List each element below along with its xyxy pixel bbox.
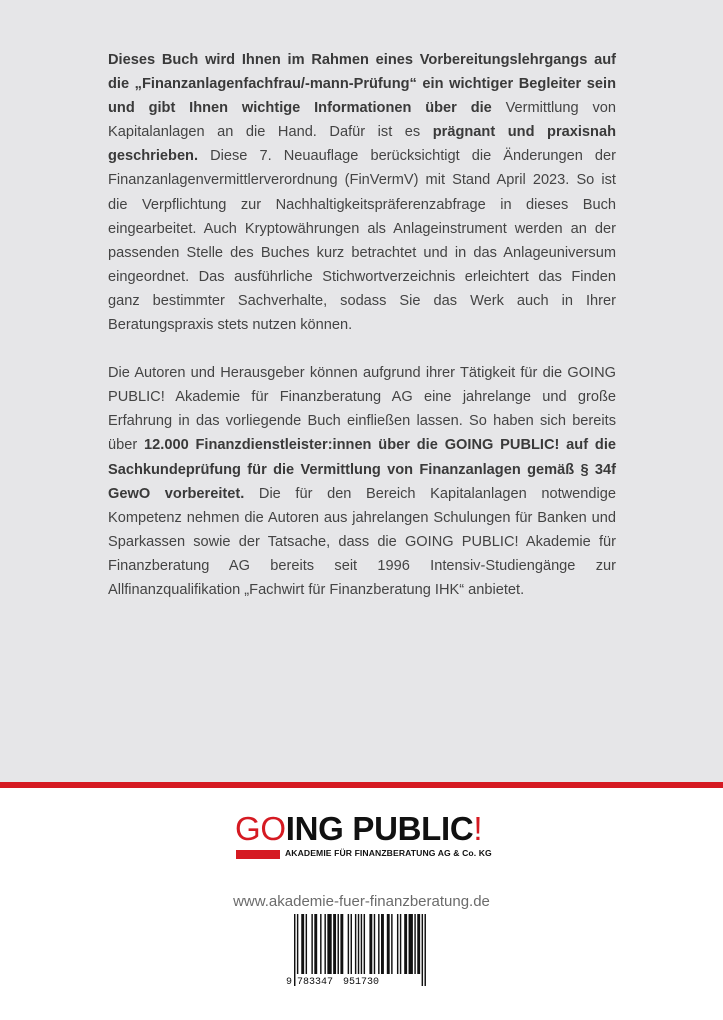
- barcode-bar: [387, 914, 390, 974]
- blurb-p2-bold-1: 12.000 Finanzdienstleister:innen über die GOING PUBLIC! auf die Sachkundeprüfung für die Vermittlung von Finanzanlagen gemäß § 34f GewO vorbereitet.: [108, 437, 616, 502]
- blurb-p1-bold-2: prägnant und praxisnah geschrieben.: [108, 124, 616, 165]
- going-public-logo: [235, 812, 505, 860]
- barcode-bar: [422, 914, 423, 986]
- logo-red-bar: [236, 850, 280, 859]
- barcode-bar: [391, 914, 392, 974]
- logo-wordmark: [235, 812, 482, 846]
- blurb-p1-bold-1: Dieses Buch wird Ihnen im Rahmen eines Vorbereitungslehrgangs auf die „Finanzanlagenfachfrau/-mann-Prüfung“ ein wichtiger Begleiter sein und gibt Ihnen wichtige Informationen über die: [108, 52, 616, 117]
- website-url: www.akademie-fuer-finanzberatung.de: [233, 893, 490, 910]
- logo-subtitle: AKADEMIE FÜR FINANZBERATUNG AG & Co. KG: [285, 848, 492, 858]
- barcode-group-right: 951730: [343, 977, 380, 988]
- barcode-group-left: 783347: [297, 977, 334, 988]
- barcode-bar: [311, 914, 312, 974]
- blurb-paragraph-1: [108, 48, 616, 337]
- blurb-p2-text-1: Die Autoren und Herausgeber können aufgrund ihrer Tätigkeit für die GOING PUBLIC! Akademie für Finanzberatung AG eine jahrelange und große Erfahrung in das vorliegende Buch einfließen lassen. So haben sich bereits über: [108, 365, 616, 454]
- barcode-bar: [324, 914, 325, 974]
- barcode-bar: [327, 914, 331, 974]
- logo-exclamation: !: [473, 810, 483, 847]
- barcode-bar: [397, 914, 398, 974]
- blurb-p1-text-1: Vermittlung von Kapitalanlagen an die Hand. Dafür ist es: [108, 100, 616, 141]
- blurb-text: [108, 48, 616, 602]
- barcode-bar: [314, 914, 317, 974]
- barcode-bar: [333, 914, 336, 974]
- barcode-digit-first: 9: [286, 977, 293, 988]
- barcode-bar: [294, 914, 295, 986]
- red-divider-line: [0, 782, 723, 788]
- barcode-bar: [417, 914, 420, 974]
- barcode-bar: [338, 914, 339, 974]
- barcode-bar: [400, 914, 401, 974]
- logo-go: GO: [235, 810, 286, 847]
- barcode-bar: [320, 914, 321, 974]
- blurb-p1-text-2: Diese 7. Neuauflage berücksichtigt die Änderungen der Finanzanlagenvermittlerverordnung (FinVermV) mit Stand April 2023. So ist die Verpflichtung zur Nachhaltigkeitspräferenzabfrage in dieses Buch eingearbeitet. Auch Kryptowährungen als Anlageinstrument werden an der passenden Stelle des Buches kurz betrachtet und in das Anlageuniversum eingeordnet. Das ausführliche Stichwortverzeichnis erleichtert das Finden ganz bestimmter Sachverhalte, sodass Sie das Werk auch in Ihrer Beratungspraxis stets nutzen können.: [108, 148, 616, 334]
- barcode-bar: [425, 914, 426, 986]
- isbn-barcode: [282, 912, 442, 992]
- barcode-bar: [340, 914, 343, 974]
- blurb-p2-text-2: Die für den Bereich Kapitalanlagen notwendige Kompetenz nehmen die Autoren aus jahrelangen Schulungen für Banken und Sparkassen sowie der Tatsache, dass die GOING PUBLIC! Akademie für Finanzberatung AG bereits seit 1996 Intensiv-Studiengänge zur Allfinanzqualifikation „Fachwirt für Finanzberatung IHK“ anbietet.: [108, 485, 616, 598]
- barcode-bar: [374, 914, 375, 974]
- barcode-bar: [351, 914, 352, 974]
- barcode-bar: [378, 914, 379, 974]
- barcode-bar: [404, 914, 407, 974]
- barcode-bar: [306, 914, 307, 974]
- barcode-bar: [409, 914, 413, 974]
- barcode-bar: [381, 914, 384, 974]
- barcode-bar: [414, 914, 415, 974]
- barcode-graphic: [282, 912, 442, 992]
- barcode-bar: [301, 914, 304, 974]
- barcode-bar: [364, 914, 365, 974]
- logo-ing-public: ING PUBLIC: [285, 810, 474, 847]
- blurb-paragraph-2: [108, 361, 616, 602]
- barcode-bar: [369, 914, 372, 974]
- barcode-bar: [348, 914, 349, 974]
